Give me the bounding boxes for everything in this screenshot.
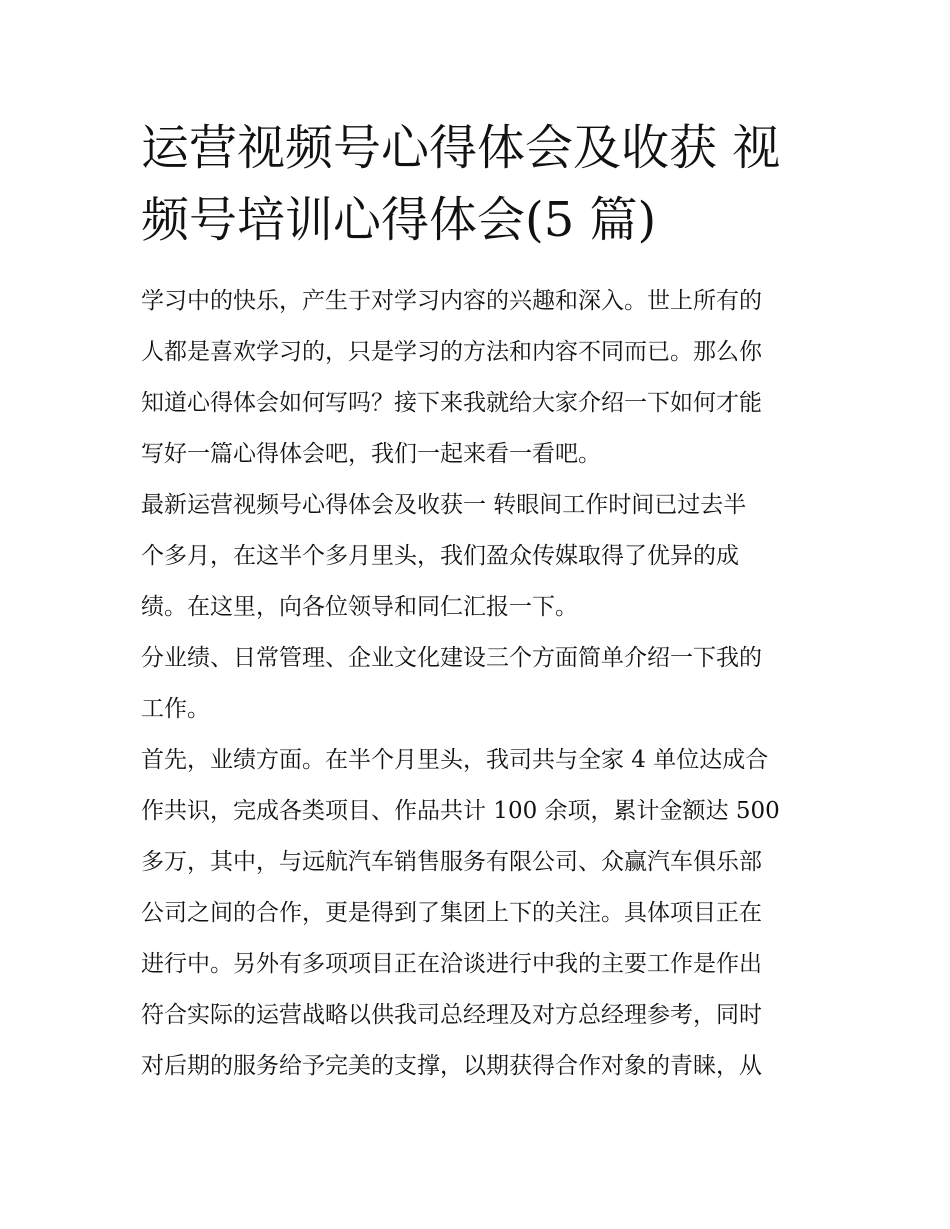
- body-line: 写好一篇心得体会吧，我们一起来看一看吧。: [141, 441, 601, 467]
- body-line: 进行中。另外有多项项目正在洽谈进行中我的主要工作是作出: [141, 951, 762, 977]
- document-body: [141, 276, 816, 1092]
- body-line: 人都是喜欢学习的，只是学习的方法和内容不同而已。那么你: [141, 339, 762, 365]
- body-line: 绩。在这里，向各位领导和同仁汇报一下。: [141, 594, 578, 620]
- document-title: [141, 112, 816, 256]
- body-line: 知道心得体会如何写吗？接下来我就给大家介绍一下如何才能: [141, 390, 762, 416]
- title-line-2: 频号培训心得体会(5 篇): [141, 192, 657, 248]
- body-line: 多万，其中，与远航汽车销售服务有限公司、众赢汽车俱乐部: [141, 849, 762, 875]
- body-line: 最新运营视频号心得体会及收获一 转眼间工作时间已过去半: [141, 492, 747, 518]
- title-line-1: 运营视频号心得体会及收获 视: [141, 120, 781, 176]
- body-line: 分业绩、日常管理、企业文化建设三个方面简单介绍一下我的: [141, 645, 762, 671]
- body-line: 公司之间的合作，更是得到了集团上下的关注。具体项目正在: [141, 900, 762, 926]
- body-line: 首先，业绩方面。在半个月里头，我司共与全家 4 单位达成合: [141, 747, 769, 773]
- body-line: 对后期的服务给予完美的支撑，以期获得合作对象的青睐，从: [141, 1053, 762, 1079]
- body-line: 符合实际的运营战略以供我司总经理及对方总经理参考，同时: [141, 1002, 762, 1028]
- body-line: 作共识，完成各类项目、作品共计 100 余项，累计金额达 500: [141, 798, 780, 824]
- body-line: 学习中的快乐，产生于对学习内容的兴趣和深入。世上所有的: [141, 288, 762, 314]
- body-line: 工作。: [141, 696, 210, 722]
- body-line: 个多月，在这半个多月里头，我们盈众传媒取得了优异的成: [141, 543, 739, 569]
